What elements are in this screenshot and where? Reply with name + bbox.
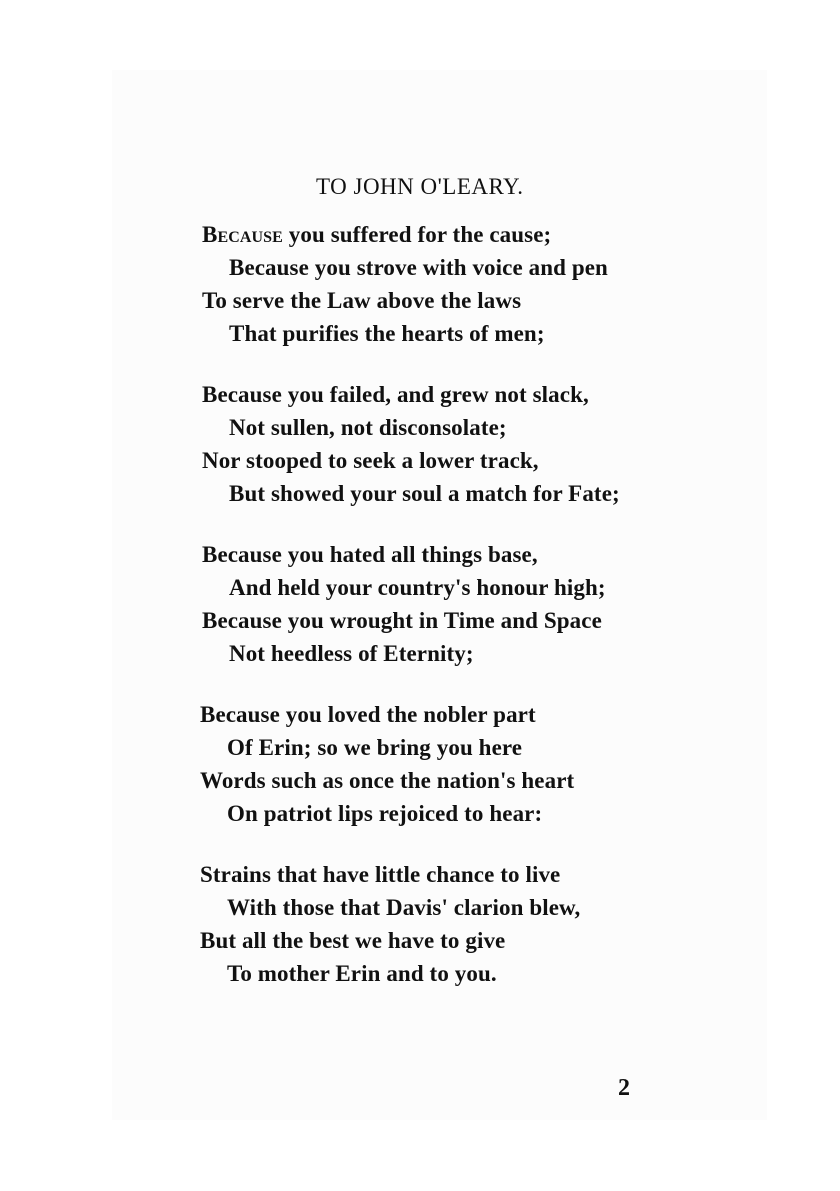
poem-line [202,220,551,250]
poem-line: Words such as once the nation's heart [200,768,575,793]
poem-line: But showed your soul a match for Fate; [229,481,620,506]
poem-line: Strains that have little chance to live [200,862,561,887]
poem-line: Of Erin; so we bring you here [227,735,523,760]
poem-line: Because you wrought in Time and Space [202,608,602,633]
poem-line: Not sullen, not disconsolate; [229,415,507,440]
poem-line: With those that Davis' clarion blew, [227,895,581,920]
poem-line: And held your country's honour high; [229,575,606,600]
poem-line: To mother Erin and to you. [227,961,497,986]
poem-line: Because you failed, and grew not slack, [202,382,589,407]
poem-title: TO JOHN O'LEARY. [316,174,524,199]
poem-line: That purifies the hearts of men; [229,321,545,346]
poem-line: Nor stooped to seek a lower track, [202,448,539,473]
drop-word: Because [202,222,283,247]
line-rest: you suffered for the cause; [282,222,552,247]
poem-line: Because you strove with voice and pen [229,255,608,280]
poem-line: Because you loved the nobler part [200,702,536,727]
poem-line: Not heedless of Eternity; [229,641,474,666]
poem-line: On patriot lips rejoiced to hear: [227,801,543,826]
poem-line: To serve the Law above the laws [202,288,522,313]
poem-line: Because you hated all things base, [202,542,538,567]
page-number: 2 [618,1075,630,1101]
poem-line: But all the best we have to give [200,928,506,953]
